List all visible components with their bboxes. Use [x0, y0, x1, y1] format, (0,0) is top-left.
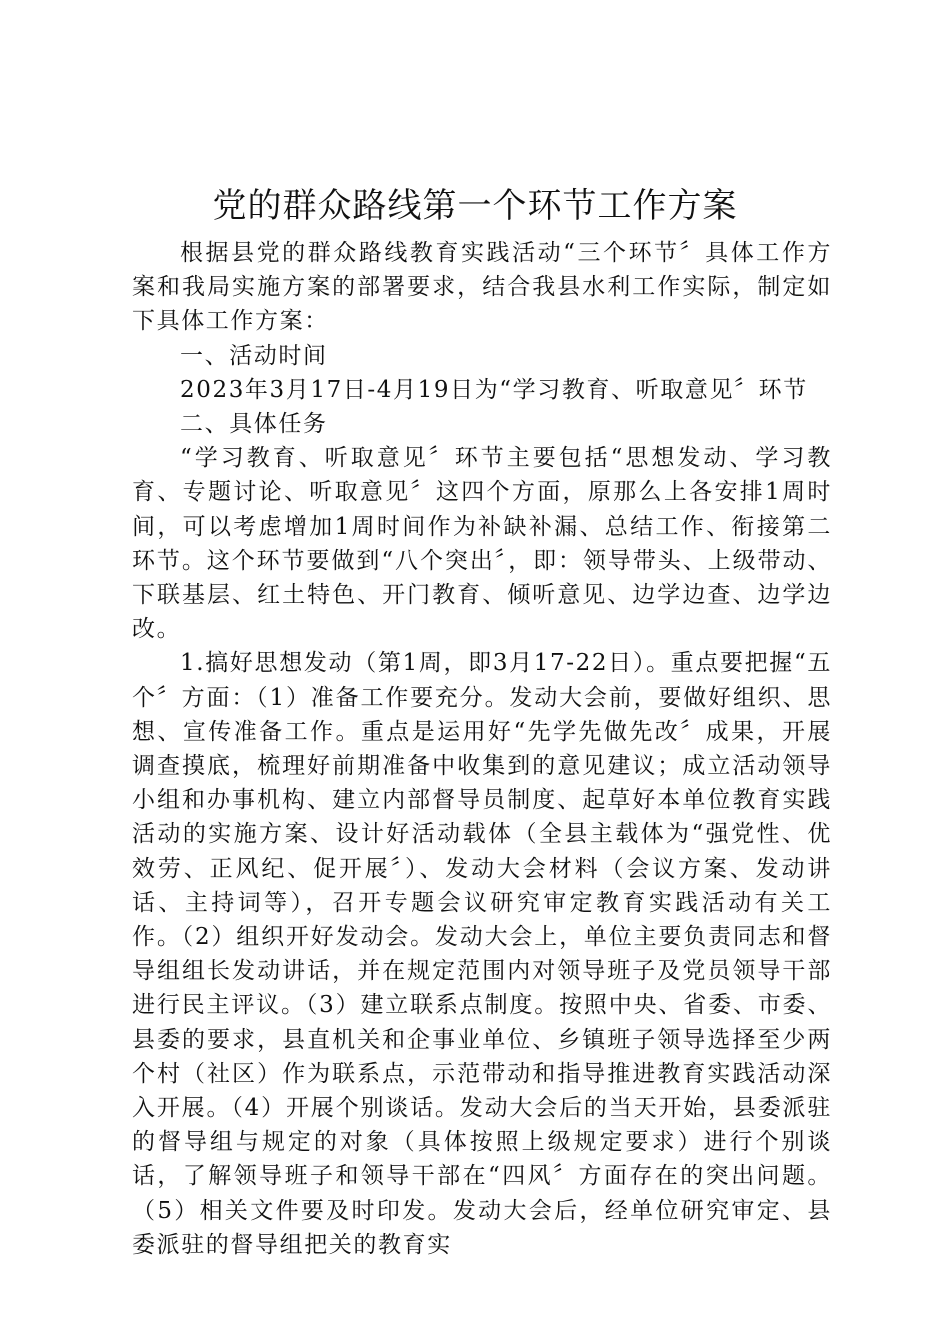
activity-time-paragraph: 2023年3月17日-4月19日为“学习教育、听取意见〞环节: [180, 376, 808, 403]
mobilization-paragraph: 1.搞好思想发动（第1周，即3月17-22日）。重点要把握“五个〞方面：（1）准备工作要充分。发动大会前，要做好组织、思想、宣传准备工作。重点是运用好“先学先做先改〞成果，开展调查摸底，梳理好前期准备中收集到的意见建议；成立活动领导小组和办事机构、建立内部督导员制度、起草好本单位教育实践活动的实施方案、设计好活动载体（全县主载体为“强党性、优效劳、正风纪、促开展〞）、发动大会材料（会议方案、发动讲话、主持词等），召开专题会议研究审定教育实践活动有关工作。（2）组织开好发动会。发动大会上，单位主要负责同志和督导组组长发动讲话，并在规定范围内对领导班子及党员领导干部进行民主评议。（3）建立联系点制度。按照中央、省委、市委、县委的要求，县直机关和企事业单位、乡镇班子领导选择至少两个村（社区）作为联系点，示范带动和指导推进教育实践活动深入开展。（4）开展个别谈话。发动大会后的当天开始，县委派驻的督导组与规定的对象（具体按照上级规定要求）进行个别谈话，了解领导班子和领导干部在“四风〞方面存在的突出问题。（5）相关文件要及时印发。发动大会后，经单位研究审定、县委派驻的督导组把关的教育实: [132, 650, 832, 1258]
document-body: [132, 236, 832, 1262]
section-heading-specific-tasks: 二、具体任务: [180, 411, 328, 438]
tasks-overview-paragraph: “学习教育、听取意见〞环节主要包括“思想发动、学习教育、专题讨论、听取意见〞这四个方面，原那么上各安排1周时间，可以考虑增加1周时间作为补缺补漏、总结工作、衔接第二环节。这个环节要做到“八个突出〞，即：领导带头、上级带动、下联基层、红土特色、开门教育、倾听意见、边学边查、边学边改。: [132, 445, 832, 643]
document-title: 党的群众路线第一个环节工作方案: [212, 186, 738, 226]
intro-paragraph: 根据县党的群众路线教育实践活动“三个环节〞具体工作方案和我局实施方案的部署要求，结合我县水利工作实际，制定如下具体工作方案：: [132, 240, 832, 335]
section-heading-activity-time: 一、活动时间: [180, 342, 328, 369]
